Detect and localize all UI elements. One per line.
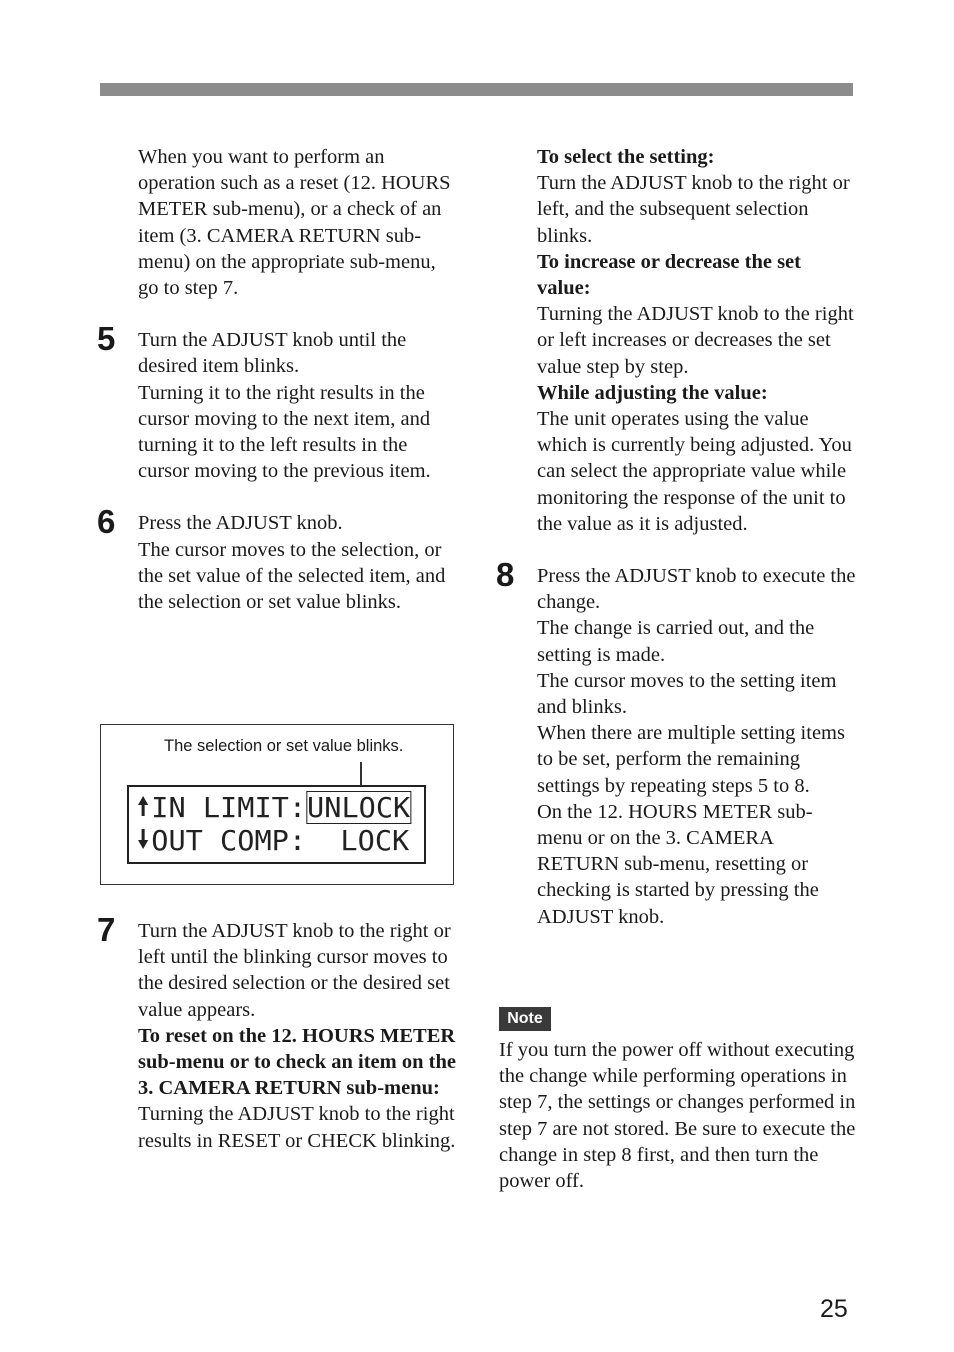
step-7 [97, 911, 460, 1154]
step-6 [97, 503, 460, 615]
step-text: Press the ADJUST knob. [138, 512, 343, 535]
step-number: 7 [97, 911, 116, 948]
note-badge: Note [499, 1007, 551, 1031]
step-number: 8 [496, 556, 515, 594]
section-text: Turning the ADJUST knob to the right or left increases or decreases the set value step by step. [537, 303, 854, 378]
step-text: The cursor moves to the selection, or the set value of the selected item, and the selection or set value blinks. [138, 538, 446, 614]
left-column-lower [97, 911, 460, 1154]
step-subheading: To reset on the 12. HOURS METER sub-menu or to check an item on the 3. CAMERA RETURN sub-menu: [138, 1024, 456, 1100]
left-column [97, 144, 460, 615]
step-text: Turn the ADJUST knob to the right or left until the blinking cursor moves to the desired selection or the desired set value appears. [138, 920, 451, 1021]
header-bar [100, 83, 853, 96]
step-text: On the 12. HOURS METER sub-menu or on the 3. CAMERA RETURN sub-menu, resetting or checking is started by pressing the ADJUST knob. [537, 800, 819, 928]
step-text: Turn the ADJUST knob until the desired item blinks. [138, 329, 407, 378]
step-text: The change is carried out, and the setting is made. [537, 617, 815, 666]
step-text: When there are multiple setting items to be set, perform the remaining settings by repeating steps 5 to 8. [537, 722, 845, 797]
step-text: The cursor moves to the setting item and blinks. [537, 669, 837, 719]
lcd-value-blinking: UNLOCK [307, 791, 411, 824]
section-heading: While adjusting the value: [537, 381, 768, 404]
lcd-label: IN LIMIT: [151, 791, 307, 824]
arrow-up-icon [137, 792, 151, 824]
section-text: The unit operates using the value which is currently being adjusted. You can select the appropriate value while monitoring the response of the unit to the value as it is adjusted. [537, 408, 852, 535]
intro-text: When you want to perform an operation such as a reset (12. HOURS METER sub-menu), or a check of an item (3. CAMERA RETURN sub-menu) on the appropriate sub-menu, go to step 7. [138, 146, 451, 300]
lcd-figure [100, 724, 454, 885]
lcd-display [127, 785, 426, 864]
step-text: Turning it to the right results in the cursor moving to the next item, and turning it to the left results in the cursor moving to the previous item. [138, 381, 431, 483]
lcd-label: OUT COMP: [151, 824, 341, 857]
section-text: Turn the ADJUST knob to the right or left, and the subsequent selection blinks. [537, 172, 850, 247]
step-5 [97, 320, 460, 484]
right-column [496, 144, 857, 930]
section-heading: To increase or decrease the set value: [537, 250, 801, 300]
figure-caption: The selection or set value blinks. [164, 737, 404, 755]
step-number: 6 [97, 503, 116, 541]
section-heading: To select the setting: [537, 146, 715, 168]
step-number: 5 [97, 320, 116, 358]
step-text: Press the ADJUST knob to execute the change. [537, 565, 856, 614]
step-8 [496, 556, 857, 930]
arrow-down-icon [137, 825, 151, 857]
lcd-value: LOCK [340, 824, 410, 857]
step-text: Turning the ADJUST knob to the right results in RESET or CHECK blinking. [138, 1103, 456, 1152]
note-text: If you turn the power off without executing the change while performing operations in step 7, the settings or changes performed in step 7 are not stored. Be sure to execute the change in step 8 first, and then turn the power off. [499, 1039, 856, 1193]
lcd-line-out-comp [137, 825, 409, 857]
lcd-line-in-limit [137, 792, 411, 824]
page-number: 25 [820, 1295, 848, 1323]
